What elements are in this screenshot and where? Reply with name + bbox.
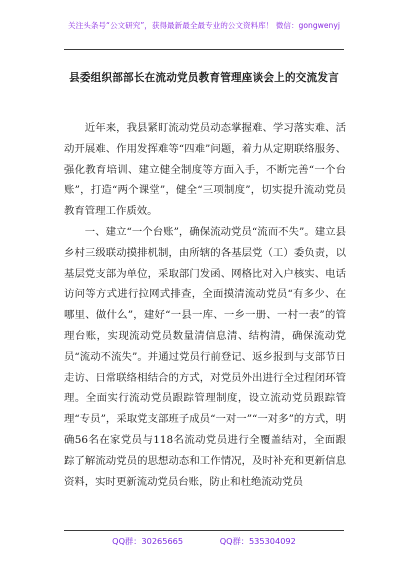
paragraph-intro: 近年来，我县紧盯流动党员动态掌握难、学习落实难、活动开展难、作用发挥难等“四难”问题，着力从定期联络服务、强化教育培训、建立健全制度等方面入手，不断完善“一个台账”，打造“两个课堂”，健全“三项制度”，切实提升流动党员教育管理工作质效。	[64, 122, 346, 218]
header-banner: 关注头条号“公文研究”，获得最新最全最专业的公文资料库！ 微信：gongwenyj	[68, 21, 340, 30]
paragraph-section-one: 一、建立“一个台账”，确保流动党员“流而不失”。建立县乡村三级联动摸排机制，由所辖的各基层党（工）委负责，以基层党支部为单位，采取部门发函、网格比对入户核实、电话访问等方式进行拉网式排查，全面摸清流动党员“有多少、在哪里、做什么”，建好“一县一库、一乡一册、一村一表”的管理台账，实现流动党员数量清信息清、结构清，确保流动党员“流动不流失”。并通过党员行前登记、返乡报到与支部节日走访、日常联络相结合的方式，对党员外出进行全过程闭环管理。全面实行流动党员跟踪管理制度，设立流动党员跟踪管理“专员”，采取党支部班子成员“一对一”“一对多”的方式，明确56名在家党员与118名流动党员进行全覆盖结对，全面跟踪了解流动党员的思想动态和工作情况，及时补充和更新信息资料，实时更新流动党员台账，防止和杜绝流动党员	[64, 225, 346, 488]
document-body	[64, 118, 346, 492]
qq-group-2: QQ群：535304092	[219, 536, 296, 546]
header-divider	[64, 49, 344, 50]
footer-contact	[0, 536, 408, 547]
footer-divider	[64, 530, 344, 531]
document-title: 县委组织部部长在流动党员教育管理座谈会上的交流发言	[69, 72, 339, 84]
qq-group-1: QQ群：30265665	[112, 536, 184, 546]
